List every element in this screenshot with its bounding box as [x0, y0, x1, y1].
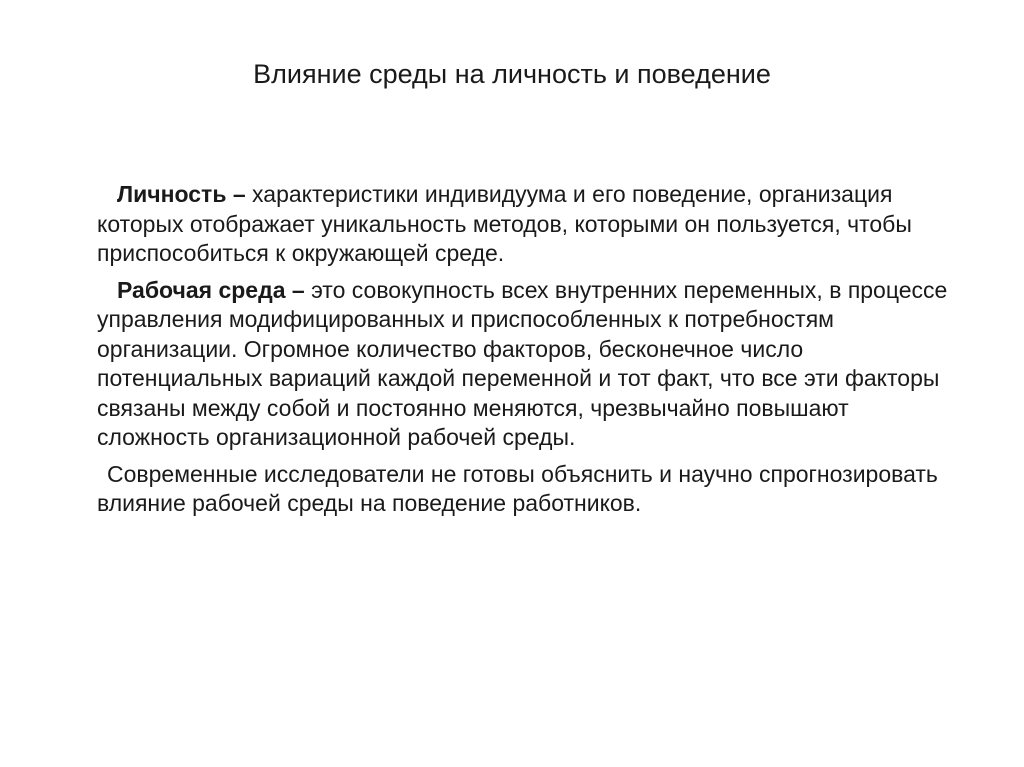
paragraph-researchers — [97, 460, 957, 519]
definition-personality: характеристики индивидуума и его поведение, организация которых отображает уникальность методов, которыми он пользуется, чтобы приспособиться к окружающей среде. — [97, 181, 912, 266]
definition-work-environment: это совокупность всех внутренних переменных, в процессе управления модифицированных и приспособленных к потребностям организации. Огромное количество факторов, бесконечное число потенциальных вариаций каждой переменной и тот факт, что все эти факторы связаны между собой и постоянно меняются, чрезвычайно повышают сложность организационной рабочей среды. — [97, 276, 948, 450]
term-personality: Личность – — [117, 181, 246, 207]
slide-body — [97, 180, 957, 526]
term-work-environment: Рабочая среда – — [117, 276, 305, 303]
researchers-text: Современные исследователи не готовы объяснить и научно спрогнозировать влияние рабочей среды на поведение работников. — [97, 460, 938, 516]
slide-title: Влияние среды на личность и поведение — [253, 59, 771, 89]
paragraph-personality — [97, 180, 957, 269]
paragraph-work-environment — [97, 276, 957, 453]
